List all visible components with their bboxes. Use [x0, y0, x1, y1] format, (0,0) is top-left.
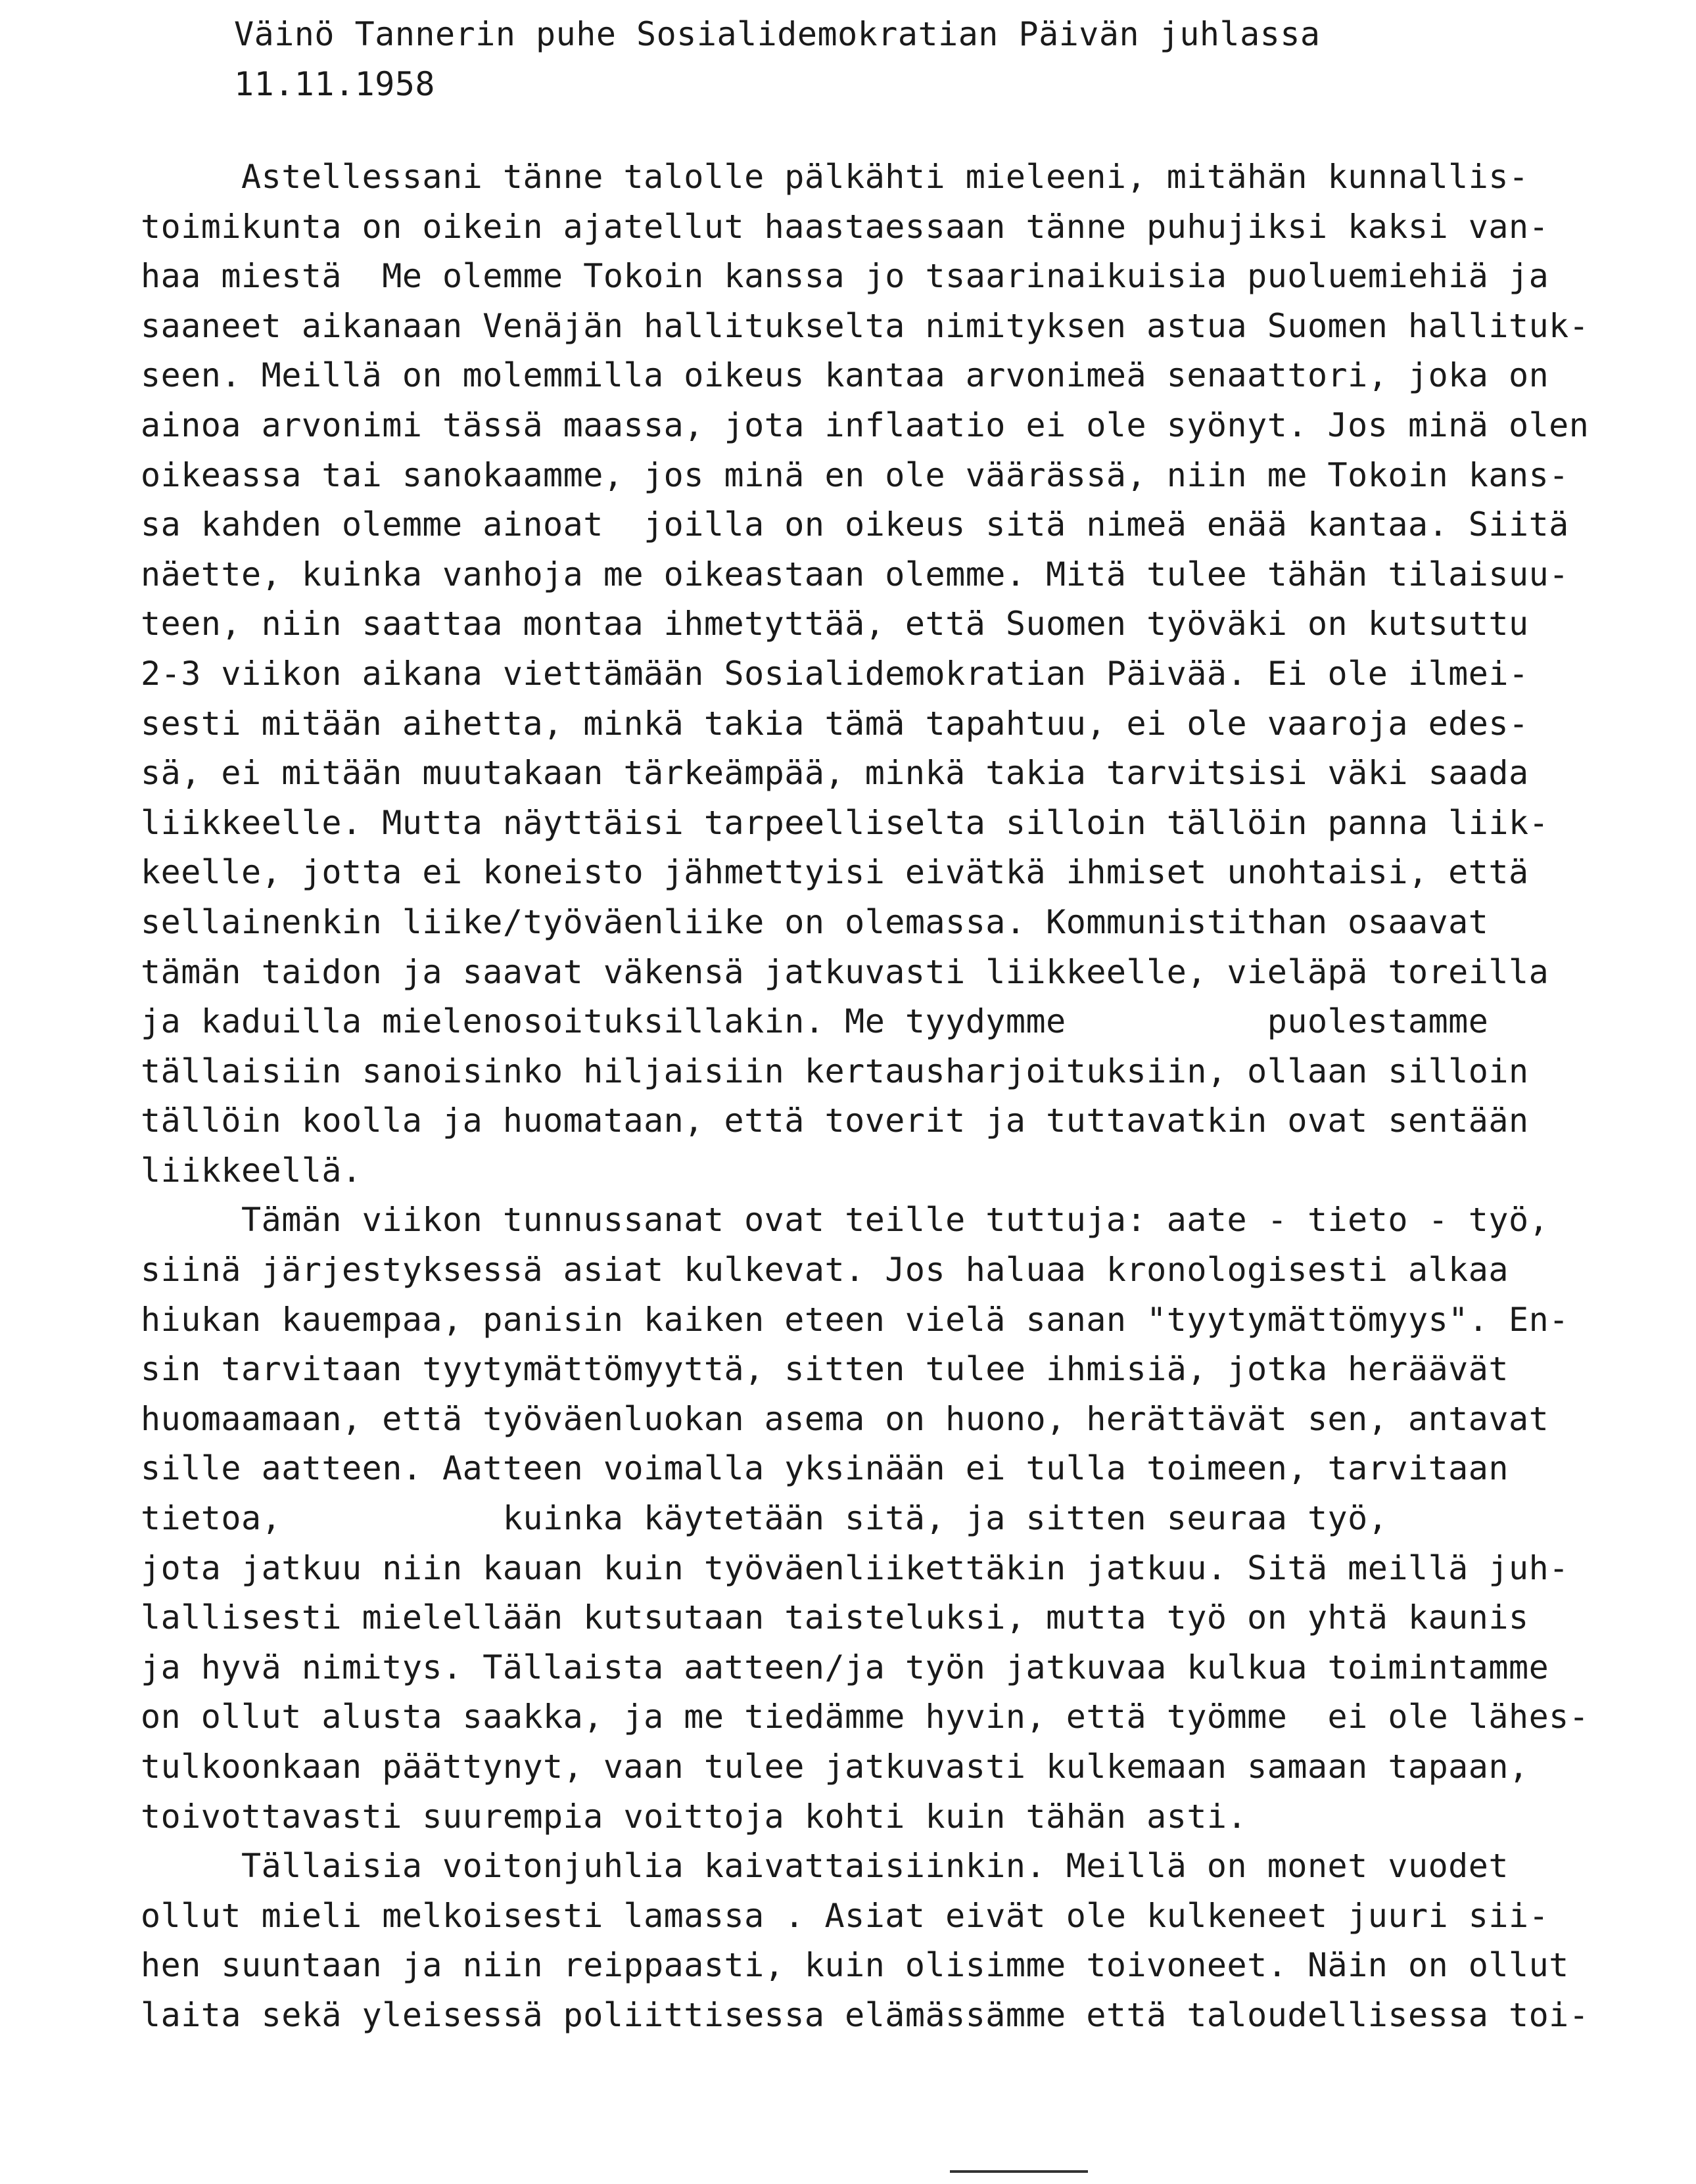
text-line: ja hyvä nimitys. Tällaista aatteen/ja työn jatkuvaa kulkua toimintamme [141, 1648, 1549, 1686]
text-line: saaneet aikanaan Venäjän hallitukselta nimityksen astua Suomen hallituk- [141, 306, 1590, 345]
text-line: liikkeellä. [141, 1151, 362, 1190]
text-line: Astellessani tänne talolle pälkähti mieleeni, mitähän kunnallis- [141, 158, 1529, 196]
text-line: toimikunta on oikein ajatellut haastaessaan tänne puhujiksi kaksi van- [141, 207, 1549, 246]
text-line: Tämän viikon tunnussanat ovat teille tuttuja: aate - tieto - työ, [141, 1201, 1549, 1240]
text-line: tulkoonkaan päättynyt, vaan tulee jatkuvasti kulkemaan samaan tapaan, [141, 1748, 1529, 1786]
text-line: haa miestä Me olemme Tokoin kanssa jo tsaarinaikuisia puoluemiehiä ja [141, 257, 1549, 296]
text-line: tietoa, kuinka käytetään sitä, ja sitten seuraa työ, [141, 1499, 1388, 1538]
document-title: Väinö Tannerin puhe Sosialidemokratian Päivän juhlassa [234, 15, 1321, 53]
text-line: oikeassa tai sanokaamme, jos minä en ole väärässä, niin me Tokoin kans- [141, 455, 1569, 494]
text-line: Tällaisia voitonjuhlia kaivattaisiinkin. Meillä on monet vuodet [141, 1847, 1509, 1886]
text-line: näette, kuinka vanhoja me oikeastaan olemme. Mitä tulee tähän tilaisuu- [141, 555, 1569, 593]
document-body [141, 152, 1620, 2041]
text-line: toivottavasti suurempia voittoja kohti kuin tähän asti. [141, 1797, 1248, 1836]
page-footer-rule [950, 2170, 1088, 2173]
text-line: lallisesti mielellään kutsutaan taisteluksi, mutta työ on yhtä kaunis [141, 1598, 1529, 1637]
text-line: sa kahden olemme ainoat joilla on oikeus sitä nimeä enää kantaa. Siitä [141, 505, 1569, 544]
text-line: sä, ei mitään muutakaan tärkeämpää, minkä takia tarvitsisi väki saada [141, 754, 1529, 793]
text-line: ja kaduilla mielenosoituksillakin. Me tyydymme puolestamme [141, 1002, 1489, 1041]
text-line: siinä järjestyksessä asiat kulkevat. Jos haluaa kronologisesti alkaa [141, 1251, 1509, 1289]
text-line: tällöin koolla ja huomataan, että toverit ja tuttavatkin ovat sentään [141, 1102, 1529, 1140]
text-line: huomaamaan, että työväenluokan asema on huono, herättävät sen, antavat [141, 1399, 1549, 1438]
text-line: jota jatkuu niin kauan kuin työväenliikettäkin jatkuu. Sitä meillä juh- [141, 1548, 1569, 1587]
text-line: sesti mitään aihetta, minkä takia tämä tapahtuu, ei ole vaaroja edes- [141, 704, 1529, 743]
text-line: hen suuntaan ja niin reippaasti, kuin olisimme toivoneet. Näin on ollut [141, 1946, 1569, 1985]
text-line: on ollut alusta saakka, ja me tiedämme hyvin, että työmme ei ole lähes- [141, 1698, 1590, 1736]
text-line: seen. Meillä on molemmilla oikeus kantaa arvonimeä senaattori, joka on [141, 356, 1549, 395]
text-line: liikkeelle. Mutta näyttäisi tarpeelliselta silloin tällöin panna liik- [141, 803, 1549, 842]
text-line: 2-3 viikon aikana viettämään Sosialidemokratian Päivää. Ei ole ilmei- [141, 654, 1529, 693]
text-line: laita sekä yleisessä poliittisessa elämässämme että taloudellisessa toi- [141, 1995, 1590, 2034]
text-line: sille aatteen. Aatteen voimalla yksinään ei tulla toimeen, tarvitaan [141, 1449, 1509, 1488]
document-header [234, 9, 1614, 109]
text-line: sellainenkin liike/työväenliike on olemassa. Kommunistithan osaavat [141, 902, 1489, 941]
document-date: 11.11.1958 [234, 65, 436, 103]
text-line: ollut mieli melkoisesti lamassa . Asiat eivät ole kulkeneet juuri sii- [141, 1896, 1549, 1935]
text-line: teen, niin saattaa montaa ihmetyttää, että Suomen työväki on kutsuttu [141, 605, 1529, 643]
text-line: tällaisiin sanoisinko hiljaisiin kertausharjoituksiin, ollaan silloin [141, 1052, 1529, 1090]
text-line: hiukan kauempaa, panisin kaiken eteen vielä sanan "tyytymättömyys". En- [141, 1300, 1569, 1339]
text-line: keelle, jotta ei koneisto jähmettyisi eivätkä ihmiset unohtaisi, että [141, 853, 1529, 892]
text-line: ainoa arvonimi tässä maassa, jota inflaatio ei ole syönyt. Jos minä olen [141, 406, 1590, 444]
text-line: tämän taidon ja saavat väkensä jatkuvasti liikkeelle, vieläpä toreilla [141, 952, 1549, 991]
text-line: sin tarvitaan tyytymättömyyttä, sitten tulee ihmisiä, jotka heräävät [141, 1350, 1509, 1389]
